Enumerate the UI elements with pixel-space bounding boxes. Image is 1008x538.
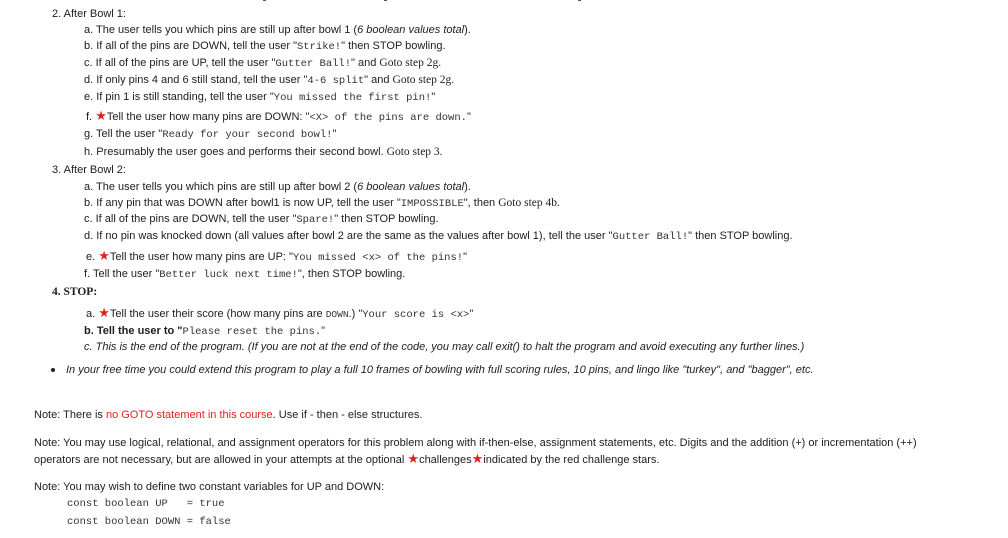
step-3d-end: " then STOP bowling.: [688, 230, 793, 242]
step-2b: [84, 39, 446, 54]
step-2d-tail: Goto step 2g.: [392, 74, 455, 86]
step-2b-mid: " then: [341, 40, 373, 52]
step-3d: [84, 229, 793, 244]
step-4a-code-down: DOWN: [325, 309, 349, 320]
step-2a-end: ).: [464, 24, 471, 36]
challenge-star-icon: ★: [471, 451, 484, 466]
note-goto-end: . Use if - then - else structures.: [272, 409, 423, 421]
step-2f-code: <X> of the pins are down.: [309, 112, 467, 124]
step-4b-end: ": [321, 325, 326, 337]
step-3a-italic: 6 boolean values total: [357, 181, 465, 193]
step-3e-code: You missed <x> of the pins!: [292, 252, 464, 264]
step-2e-end: ": [431, 91, 436, 103]
step-3c-text: c. If all of the pins are DOWN, tell the user ": [84, 213, 297, 225]
step-2a-italic: 6 boolean values total: [357, 24, 465, 36]
code-const-up: const boolean UP = true: [67, 498, 225, 510]
step-2e-text: e. If pin 1 is still standing, tell the user ": [84, 91, 274, 103]
step-3f-text: f. Tell the user ": [84, 268, 160, 280]
step-3c-code: Spare!: [296, 214, 335, 226]
note-operators-line1: Note: You may use logical, relational, and assignment operators for this problem along with if-then-else, assignment statements, etc. Digits and the addition (+) or incrementation (++): [34, 437, 917, 449]
step-3e-prefix: e.: [86, 251, 96, 263]
section-4-heading: [52, 285, 97, 299]
step-2d-code: 4-6 split: [307, 75, 365, 87]
step-4a-prefix: a.: [86, 308, 96, 320]
section-2-heading: 2. After Bowl 1:: [52, 8, 126, 20]
step-2f-text: Tell the user how many pins are DOWN: ": [106, 111, 310, 123]
step-2c-text: c. If all of the pins are UP, tell the user ": [84, 57, 276, 69]
step-2d-text: d. If only pins 4 and 6 still stand, tell the user ": [84, 74, 308, 86]
step-4b-text: b. Tell the user to ": [84, 325, 183, 337]
step-3d-text: d. If no pin was knocked down (all values after bowl 2 are the same as the values after bowl 1), tell the user ": [84, 230, 613, 242]
step-3b-text: b. If any pin that was DOWN after bowl1 is now UP, tell the user ": [84, 197, 401, 209]
step-2f-prefix: f.: [86, 111, 93, 123]
note-operators-end: indicated by the red challenge stars.: [483, 454, 660, 466]
step-3a-end: ).: [464, 181, 471, 193]
step-3b-mid: ", then: [463, 197, 499, 209]
section-3-heading: 3. After Bowl 2:: [52, 164, 126, 176]
step-4a: [86, 307, 473, 322]
note-constants: Note: You may wish to define two constant variables for UP and DOWN:: [34, 481, 385, 493]
step-2g: [84, 127, 336, 142]
step-2a: [84, 23, 471, 37]
note-goto-warning: no GOTO statement in this course: [105, 409, 273, 421]
challenge-star-icon: ★: [407, 451, 420, 466]
step-4a-mid: .) ": [348, 308, 363, 320]
extension-bullet-text: In your free time you could extend this program to play a full 10 frames of bowling with full scoring rules, 10 pins, and lingo like "turkey", and "bagger", etc.: [66, 364, 814, 376]
step-3a-text: a. The user tells you which pins are still up after bowl 2 (: [84, 181, 358, 193]
step-4a-text: Tell the user their score (how many pins are: [109, 308, 326, 320]
step-2g-end: ": [332, 128, 337, 140]
challenge-star-icon: ★: [98, 305, 110, 320]
step-3b: [84, 196, 560, 211]
note-challenges-word: challenges: [419, 454, 472, 466]
step-2e-code: You missed the first pin!: [273, 92, 432, 104]
step-4b: [84, 324, 325, 339]
step-3c: [84, 212, 439, 227]
step-2c-mid: " and: [351, 57, 380, 69]
code-const-down: const boolean DOWN = false: [67, 516, 231, 528]
step-2h: [84, 145, 443, 159]
step-2h-text: h. Presumably the user goes and performs their second bowl.: [84, 146, 387, 158]
step-4a-end: ": [469, 308, 474, 320]
step-2b-tail: STOP bowling.: [372, 40, 446, 52]
step-3e-text: Tell the user how many pins are UP: ": [109, 251, 293, 263]
step-2f-end: ": [466, 111, 471, 123]
step-2c-tail: Goto step 2g.: [379, 57, 442, 69]
step-2g-code: Ready for your second bowl!: [162, 129, 333, 141]
note-goto-text: Note: There is: [34, 409, 106, 421]
note-operators-text: operators are not necessary, but are allowed in your attempts at the optional: [34, 454, 408, 466]
step-2a-text: a. The user tells you which pins are still up after bowl 1 (: [84, 24, 358, 36]
step-3b-code: IMPOSSIBLE: [400, 198, 464, 210]
step-3c-end: " then STOP bowling.: [334, 213, 439, 225]
step-4c: c. This is the end of the program. (If you are not at the end of the code, you may call exit() to halt the program and avoid executing any further lines.): [84, 341, 805, 353]
step-2d: [84, 73, 454, 88]
step-3f-end: ", then STOP bowling.: [297, 268, 406, 280]
cropped-text-remnant: [0, 0, 1008, 3]
note-goto: [34, 408, 422, 422]
step-3e-end: ": [463, 251, 467, 263]
note-operators-line2: [34, 453, 659, 467]
step-3d-code: Gutter Ball!: [612, 231, 689, 243]
challenge-star-icon: ★: [95, 108, 107, 123]
step-2d-mid: " and: [364, 74, 393, 86]
step-2h-tail: Goto step 3.: [386, 146, 443, 158]
section-4-heading-text: 4. STOP:: [52, 286, 98, 298]
step-2b-text: b. If all of the pins are DOWN, tell the user ": [84, 40, 297, 52]
step-3a: [84, 180, 471, 194]
step-2g-text: g. Tell the user ": [84, 128, 163, 140]
challenge-star-icon: ★: [98, 248, 110, 263]
step-2b-code: Strike!: [297, 41, 342, 53]
step-4a-code: Your score is <x>: [362, 309, 470, 321]
step-3b-tail: Goto step 4b.: [498, 197, 560, 209]
step-2e: [84, 90, 435, 105]
step-2c: [84, 56, 441, 71]
step-3f: [84, 267, 405, 282]
step-2f: [86, 110, 471, 125]
step-4b-code: Please reset the pins.: [182, 326, 322, 338]
step-2c-code: Gutter Ball!: [275, 58, 352, 70]
bullet-dot: [51, 368, 55, 372]
step-3e: [86, 250, 467, 265]
step-3f-code: Better luck next time!: [159, 269, 298, 281]
